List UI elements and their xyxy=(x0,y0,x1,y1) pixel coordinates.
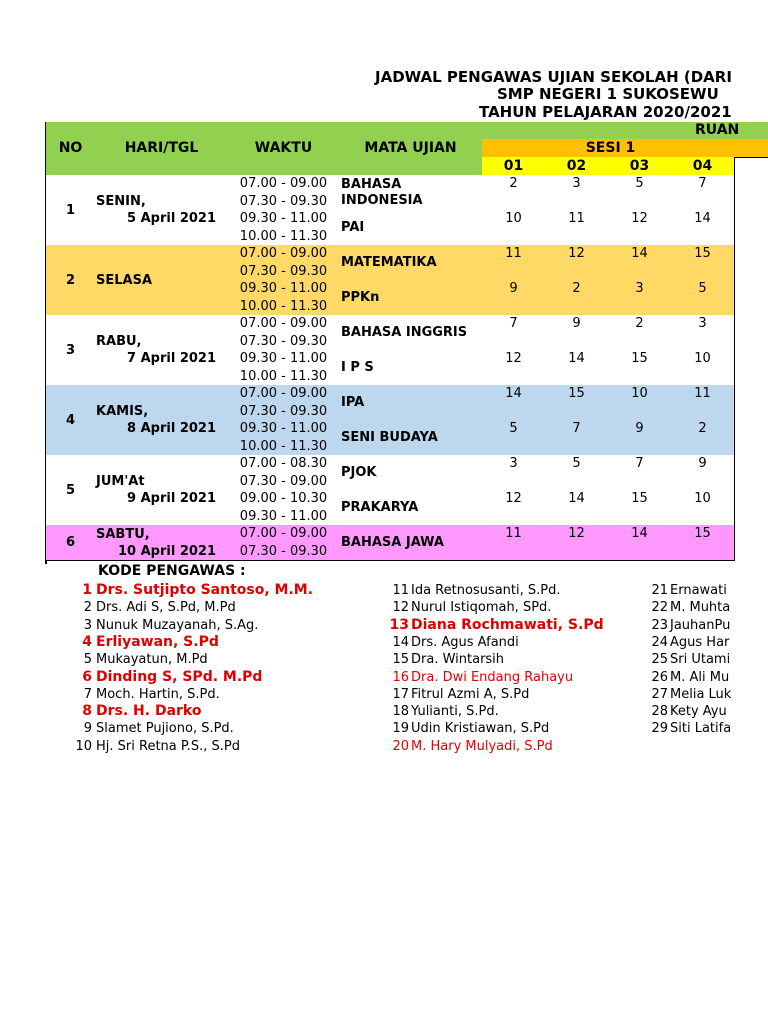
room-03-code: 14 xyxy=(608,525,672,544)
room-01-code: 5 xyxy=(482,420,546,439)
room-03-empty xyxy=(608,298,672,317)
day-hari-tgl xyxy=(95,315,229,386)
pengawas-name: Drs. Agus Afandi xyxy=(411,634,519,650)
pengawas-item xyxy=(638,617,730,634)
pengawas-name: Melia Luk xyxy=(670,686,732,702)
subject: PAI xyxy=(339,210,483,246)
room-03-empty xyxy=(608,368,672,387)
pengawas-name: Siti Latifa xyxy=(670,721,732,737)
room-03-code: 3 xyxy=(608,280,672,299)
pengawas-code: 23 xyxy=(651,617,668,633)
pengawas-item xyxy=(379,617,604,634)
room-03-code: 10 xyxy=(608,385,672,404)
pengawas-code: 19 xyxy=(392,721,409,737)
room-02-empty xyxy=(545,333,609,352)
room-03-empty xyxy=(608,263,672,282)
subject: PRAKARYA xyxy=(339,490,483,526)
pengawas-code: 9 xyxy=(83,721,92,737)
header-ruang: RUAN xyxy=(482,122,768,140)
pengawas-code: 24 xyxy=(651,634,668,650)
room-02-empty xyxy=(545,543,609,562)
pengawas-name: Dra. Dwi Endang Rahayu xyxy=(411,669,574,685)
header-room-01: 01 xyxy=(482,157,546,176)
room-04-code: 15 xyxy=(671,525,735,544)
pengawas-name: Drs. Sutjipto Santoso, M.M. xyxy=(96,582,314,598)
pengawas-code: 20 xyxy=(392,738,409,754)
room-04-empty xyxy=(671,193,735,212)
day-name: SENIN, xyxy=(96,194,146,209)
pengawas-code: 22 xyxy=(651,600,668,616)
room-01-empty xyxy=(482,368,546,387)
room-03-empty xyxy=(608,508,672,527)
pengawas-name: M. Ali Mu xyxy=(670,669,730,685)
pengawas-name: Mukayatun, M.Pd xyxy=(96,652,208,668)
time-slot: 07.00 - 09.00 xyxy=(228,525,340,544)
room-03-code: 2 xyxy=(608,315,672,334)
pengawas-item xyxy=(379,738,553,755)
day-name: JUM'At xyxy=(96,474,145,489)
room-04-code: 10 xyxy=(671,350,735,369)
room-01-code: 14 xyxy=(482,385,546,404)
room-03-code: 9 xyxy=(608,420,672,439)
room-03-code: 15 xyxy=(608,490,672,509)
day-hari-tgl xyxy=(95,385,229,456)
room-04-code: 2 xyxy=(671,420,735,439)
pengawas-code: 26 xyxy=(651,669,668,685)
pengawas-item xyxy=(379,582,561,599)
pengawas-name: M. Muhta xyxy=(670,600,731,616)
room-01-empty xyxy=(482,333,546,352)
pengawas-code: 1 xyxy=(82,582,92,598)
time-slot: 09.30 - 11.00 xyxy=(228,350,340,369)
room-02-empty xyxy=(545,473,609,492)
room-03-code: 14 xyxy=(608,245,672,264)
room-01-empty xyxy=(482,473,546,492)
time-slot: 10.00 - 11.30 xyxy=(228,438,340,457)
header-sesi-1: SESI 1 xyxy=(482,139,768,158)
time-slot: 07.30 - 09.30 xyxy=(228,543,340,562)
room-04-empty xyxy=(671,368,735,387)
pengawas-code: 29 xyxy=(651,721,668,737)
room-03-empty xyxy=(608,543,672,562)
day-name: RABU, xyxy=(96,334,142,349)
room-02-code: 12 xyxy=(545,245,609,264)
pengawas-item xyxy=(62,617,258,634)
pengawas-code: 11 xyxy=(392,583,409,598)
room-03-empty xyxy=(608,438,672,457)
room-03-empty xyxy=(608,193,672,212)
room-04-empty xyxy=(671,438,735,457)
pengawas-name: Drs. H. Darko xyxy=(96,703,202,720)
day-number: 6 xyxy=(46,525,96,561)
time-slot: 09.30 - 11.00 xyxy=(228,508,340,527)
pengawas-code: 15 xyxy=(392,652,409,668)
pengawas-item xyxy=(62,582,313,599)
room-04-empty xyxy=(671,333,735,352)
subject: MATEMATIKA xyxy=(339,245,483,281)
day-date: 10 April 2021 xyxy=(117,543,216,559)
pengawas-code: 6 xyxy=(82,668,92,685)
room-04-code: 10 xyxy=(671,490,735,509)
room-01-code: 12 xyxy=(482,490,546,509)
time-slot: 10.00 - 11.30 xyxy=(228,228,340,247)
pengawas-name: Ida Retnosusanti, S.Pd. xyxy=(411,583,561,598)
room-01-code: 9 xyxy=(482,280,546,299)
subject: BAHASA JAWA xyxy=(339,525,483,561)
header-room-02: 02 xyxy=(545,157,609,176)
room-01-code: 12 xyxy=(482,350,546,369)
pengawas-name: Dinding S, SPd. M.Pd xyxy=(96,668,263,685)
room-03-empty xyxy=(608,333,672,352)
header-room-03: 03 xyxy=(608,157,672,176)
day-number: 2 xyxy=(46,245,96,316)
room-04-code: 9 xyxy=(671,455,735,474)
pengawas-item xyxy=(638,686,731,703)
room-03-code: 12 xyxy=(608,210,672,229)
pengawas-name: Hj. Sri Retna P.S., S.Pd xyxy=(96,738,240,754)
pengawas-name: Dra. Wintarsih xyxy=(411,652,505,668)
room-04-empty xyxy=(671,473,735,492)
pengawas-name: M. Hary Mulyadi, S.Pd xyxy=(411,738,553,754)
pengawas-code: 4 xyxy=(82,633,92,650)
pengawas-item xyxy=(379,720,549,737)
subject: PPKn xyxy=(339,280,483,316)
pengawas-item xyxy=(379,703,499,720)
room-04-empty xyxy=(671,263,735,282)
day-name: KAMIS, xyxy=(96,404,149,419)
room-04-empty xyxy=(671,298,735,317)
time-slot: 07.00 - 08.30 xyxy=(228,455,340,474)
pengawas-code: 28 xyxy=(651,704,668,720)
room-02-code: 5 xyxy=(545,455,609,474)
room-04-empty xyxy=(671,228,735,247)
subject: SENI BUDAYA xyxy=(339,420,483,456)
room-02-empty xyxy=(545,368,609,387)
time-slot: 07.30 - 09.30 xyxy=(228,263,340,282)
pengawas-name: Udin Kristiawan, S.Pd xyxy=(411,721,550,737)
time-slot: 07.00 - 09.00 xyxy=(228,175,340,194)
pengawas-name: Diana Rochmawati, S.Pd xyxy=(411,616,604,633)
pengawas-item xyxy=(379,669,573,686)
pengawas-name: Nurul Istiqomah, SPd. xyxy=(411,600,552,616)
pengawas-item xyxy=(638,703,727,720)
subject: PJOK xyxy=(339,455,483,491)
time-slot: 09.30 - 11.00 xyxy=(228,210,340,229)
time-slot: 07.00 - 09.00 xyxy=(228,385,340,404)
pengawas-code: 21 xyxy=(651,583,668,598)
room-02-code: 12 xyxy=(545,525,609,544)
pengawas-item xyxy=(638,634,729,651)
pengawas-name: Nunuk Muzayanah, S.Ag. xyxy=(96,617,259,633)
pengawas-item xyxy=(638,720,731,737)
pengawas-code: 10 xyxy=(75,738,92,754)
pengawas-name: Fitrul Azmi A, S.Pd xyxy=(411,686,530,702)
room-03-code: 5 xyxy=(608,175,672,194)
subject: BAHASA INGGRIS xyxy=(339,315,483,351)
room-01-empty xyxy=(482,263,546,282)
pengawas-item xyxy=(62,703,202,720)
pengawas-item xyxy=(62,634,219,651)
pengawas-code: 13 xyxy=(389,616,409,633)
room-01-empty xyxy=(482,438,546,457)
room-01-empty xyxy=(482,193,546,212)
day-hari-tgl xyxy=(95,525,229,561)
pengawas-code: 8 xyxy=(82,703,92,720)
subject: IPA xyxy=(339,385,483,421)
room-03-code: 7 xyxy=(608,455,672,474)
pengawas-item xyxy=(379,651,504,668)
room-02-empty xyxy=(545,508,609,527)
time-slot: 09.00 - 10.30 xyxy=(228,490,340,509)
pengawas-item xyxy=(62,669,262,686)
pengawas-name: Drs. Adi S, S.Pd, M.Pd xyxy=(96,600,236,616)
time-slot: 10.00 - 11.30 xyxy=(228,368,340,387)
room-04-code: 7 xyxy=(671,175,735,194)
room-02-empty xyxy=(545,438,609,457)
time-slot: 10.00 - 11.30 xyxy=(228,298,340,317)
room-04-code: 15 xyxy=(671,245,735,264)
day-date: 5 April 2021 xyxy=(127,211,216,226)
room-02-code: 15 xyxy=(545,385,609,404)
pengawas-item xyxy=(638,599,730,616)
day-date: 9 April 2021 xyxy=(127,491,216,506)
room-02-code: 11 xyxy=(545,210,609,229)
day-name: SABTU, xyxy=(96,526,150,542)
header-mata-ujian: MATA UJIAN xyxy=(339,122,483,176)
pengawas-name: Kety Ayu xyxy=(670,704,727,720)
room-01-code: 2 xyxy=(482,175,546,194)
room-02-empty xyxy=(545,403,609,422)
day-number: 4 xyxy=(46,385,96,456)
room-02-code: 7 xyxy=(545,420,609,439)
day-number: 3 xyxy=(46,315,96,386)
room-01-empty xyxy=(482,508,546,527)
room-04-code: 11 xyxy=(671,385,735,404)
room-04-empty xyxy=(671,403,735,422)
room-02-empty xyxy=(545,193,609,212)
room-01-empty xyxy=(482,228,546,247)
room-04-code: 3 xyxy=(671,315,735,334)
room-04-code: 5 xyxy=(671,280,735,299)
room-03-empty xyxy=(608,228,672,247)
day-hari-tgl xyxy=(95,245,229,316)
pengawas-name: Agus Har xyxy=(670,634,730,650)
room-02-empty xyxy=(545,298,609,317)
room-02-code: 9 xyxy=(545,315,609,334)
day-hari-tgl xyxy=(95,175,229,246)
room-04-empty xyxy=(671,543,735,562)
day-date: 7 April 2021 xyxy=(127,351,216,366)
time-slot: 07.30 - 09.30 xyxy=(228,403,340,422)
pengawas-code: 16 xyxy=(392,669,409,685)
pengawas-code: 7 xyxy=(83,686,92,702)
room-02-code: 14 xyxy=(545,350,609,369)
room-01-code: 11 xyxy=(482,525,546,544)
time-slot: 07.00 - 09.00 xyxy=(228,315,340,334)
pengawas-code: 5 xyxy=(83,652,92,668)
time-slot: 07.30 - 09.00 xyxy=(228,473,340,492)
pengawas-name: Sri Utami xyxy=(670,652,731,668)
pengawas-code: 14 xyxy=(392,634,409,650)
room-01-empty xyxy=(482,543,546,562)
room-02-code: 3 xyxy=(545,175,609,194)
room-01-code: 7 xyxy=(482,315,546,334)
pengawas-item xyxy=(638,582,727,599)
pengawas-item xyxy=(62,599,236,616)
room-02-code: 14 xyxy=(545,490,609,509)
pengawas-item xyxy=(62,720,234,737)
time-slot: 07.30 - 09.30 xyxy=(228,333,340,352)
day-hari-tgl xyxy=(95,455,229,526)
pengawas-name: Erliyawan, S.Pd xyxy=(96,633,219,650)
room-01-code: 10 xyxy=(482,210,546,229)
room-04-code: 14 xyxy=(671,210,735,229)
title-line-2: SMP NEGERI 1 SUKOSEWU xyxy=(497,85,719,103)
pengawas-item xyxy=(62,651,208,668)
pengawas-name: Slamet Pujiono, S.Pd. xyxy=(96,721,234,737)
pengawas-name: Moch. Hartin, S.Pd. xyxy=(96,686,220,702)
pengawas-name: JauhanPu xyxy=(670,617,731,633)
title-line-3: TAHUN PELAJARAN 2020/2021 xyxy=(479,103,732,121)
pengawas-code: 17 xyxy=(392,686,409,702)
room-03-code: 15 xyxy=(608,350,672,369)
room-02-empty xyxy=(545,263,609,282)
title-line-1: JADWAL PENGAWAS UJIAN SEKOLAH (DARI xyxy=(375,68,732,86)
room-03-empty xyxy=(608,473,672,492)
room-01-empty xyxy=(482,298,546,317)
header-hari-tgl: HARI/TGL xyxy=(95,122,229,176)
pengawas-item xyxy=(379,634,519,651)
room-01-code: 3 xyxy=(482,455,546,474)
room-02-empty xyxy=(545,228,609,247)
kode-pengawas-title: KODE PENGAWAS : xyxy=(98,563,246,579)
pengawas-code: 25 xyxy=(651,652,668,668)
header-room-04: 04 xyxy=(671,157,735,176)
pengawas-name: Yulianti, S.Pd. xyxy=(411,704,499,720)
room-01-code: 11 xyxy=(482,245,546,264)
time-slot: 07.00 - 09.00 xyxy=(228,245,340,264)
pengawas-name: Ernawati xyxy=(670,583,727,598)
pengawas-code: 3 xyxy=(83,617,92,633)
pengawas-item xyxy=(62,686,220,703)
room-01-empty xyxy=(482,403,546,422)
room-04-empty xyxy=(671,508,735,527)
time-slot: 07.30 - 09.30 xyxy=(228,193,340,212)
header-waktu: WAKTU xyxy=(228,122,340,176)
pengawas-code: 27 xyxy=(651,686,668,702)
pengawas-item xyxy=(638,651,730,668)
day-date: 8 April 2021 xyxy=(127,421,216,436)
pengawas-item xyxy=(379,599,551,616)
room-02-code: 2 xyxy=(545,280,609,299)
pengawas-code: 2 xyxy=(83,600,92,616)
pengawas-code: 18 xyxy=(392,704,409,720)
time-slot: 09.30 - 11.00 xyxy=(228,420,340,439)
day-number: 5 xyxy=(46,455,96,526)
pengawas-item xyxy=(638,669,729,686)
room-03-empty xyxy=(608,403,672,422)
subject: BAHASA INDONESIA xyxy=(339,175,483,211)
pengawas-item xyxy=(379,686,529,703)
header-no: NO xyxy=(46,122,96,176)
pengawas-code: 12 xyxy=(392,600,409,616)
time-slot: 09.30 - 11.00 xyxy=(228,280,340,299)
subject: I P S xyxy=(339,350,483,386)
day-name: SELASA xyxy=(96,272,153,288)
pengawas-item xyxy=(62,738,240,755)
day-number: 1 xyxy=(46,175,96,246)
